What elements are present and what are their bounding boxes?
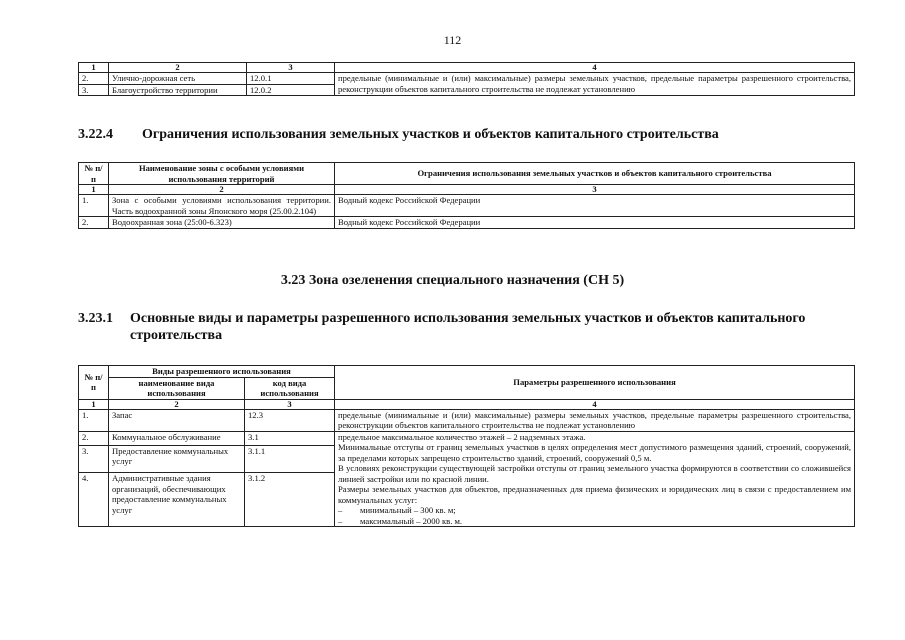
header-zone-name: Наименование зоны с особыми условиями использования территорий [109,163,335,185]
table-row [79,431,855,445]
section-number: 3.22.4 [78,127,113,142]
use-type-code: 12.0.2 [247,84,335,96]
use-type-name: Административные здания организаций, обеспечивающих предоставление коммунальных услуг [109,473,245,527]
use-type-code: 12.0.1 [247,73,335,85]
restrictions-table [78,162,855,229]
row-number: 3. [79,445,109,472]
column-number-row [79,399,855,409]
list-dash: – [338,505,343,515]
param-plot-sizes: Размеры земельных участков для объектов, предназначенных для приема физических и юридических лиц в связи с предоставлением им коммунальных услуг: [338,484,852,505]
use-type-name: Улично-дорожная сеть [109,73,247,85]
col-num: 1 [79,185,109,195]
row-number: 2. [79,431,109,445]
use-type-code: 12.3 [245,409,335,431]
zone-name: Водоохранная зона (25:00-6.323) [109,217,335,229]
col-num: 2 [109,399,245,409]
row-number: 3. [79,84,109,96]
list-item-text: минимальный – 300 кв. м; [360,505,456,515]
zone-name: Зона с особыми условиями использования территории. Часть водоохранной зоны Японского моря (25.00.2.104) [109,195,335,217]
header-row [79,366,855,378]
col-num: 3 [335,185,855,195]
col-num: 2 [109,63,247,73]
section-title: Основные виды и параметры разрешенного использования земельных участков и объектов капитального строительства [130,311,806,343]
param-reconstruction: В условиях реконструкции существующей застройки отступы от границ земельного участка формируются в соответствии со сложившейся линией застройки или по красной линии. [338,463,852,484]
use-type-name: Благоустройство территории [109,84,247,96]
zone-title: 3.23 Зона озеленения специального назначения (СН 5) [280,273,625,288]
header-use-types: Виды разрешенного использования [109,366,335,378]
col-num: 4 [335,399,855,409]
list-dash: – [338,515,343,526]
list-item-text: максимальный – 2000 кв. м. [360,515,463,526]
header-restrictions: Ограничения использования земельных участков и объектов капитального строительства [335,163,855,185]
param-floors: предельное максимальное количество этажей – 2 надземных этажа. [338,431,586,442]
col-num: 3 [245,399,335,409]
column-number-row [79,63,855,73]
use-parameters: предельные (минимальные и (или) максимальные) размеры земельных участков, предельные параметры разрешенного строительства, реконструкции объектов капитального строительства не подлежат установлению [335,409,855,431]
section-number: 3.23.1 [78,311,113,326]
col-num: 2 [109,185,335,195]
restriction: Водный кодекс Российской Федерации [335,195,855,217]
use-type-code: 3.1.1 [245,445,335,472]
use-type-name: Коммунальное обслуживание [109,431,245,445]
header-row [79,163,855,185]
list-item [338,505,851,516]
table-row [79,195,855,217]
column-number-row [79,185,855,195]
table-row [79,217,855,229]
permitted-use-table [78,365,855,527]
header-type-code: код вида использования [245,377,335,399]
col-num: 4 [335,63,855,73]
use-type-name: Предоставление коммунальных услуг [109,445,245,472]
use-type-code: 3.1 [245,431,335,445]
permitted-use-table-continued [78,62,855,96]
header-no: № п/п [79,366,109,400]
table-row [79,409,855,431]
page-number: 112 [443,33,462,47]
row-number: 2. [79,217,109,229]
param-setbacks: Минимальные отступы от границ земельных участков в целях определения мест допустимого размещения зданий, строений, сооружений, за пределами которых запрещено строительство зданий, строений, сооружений 0,5 м. [338,442,852,463]
col-num: 1 [79,399,109,409]
section-title: Ограничения использования земельных участков и объектов капитального строительства [142,127,719,142]
use-type-code: 3.1.2 [245,473,335,527]
use-parameters: предельные (минимальные и (или) максимальные) размеры земельных участков, предельные параметры разрешенного строительства, реконструкции объектов капитального строительства не подлежат установлению [335,73,855,96]
list-item [338,516,851,527]
use-parameters-shared [335,431,855,527]
row-number: 1. [79,195,109,217]
header-parameters: Параметры разрешенного использования [335,366,855,400]
section-heading-3-22-4 [78,126,858,143]
use-type-name: Запас [109,409,245,431]
col-num: 3 [247,63,335,73]
table-row [79,73,855,85]
header-type-name: наименование вида использования [109,377,245,399]
row-number: 4. [79,473,109,527]
row-number: 2. [79,73,109,85]
header-no: № п/п [79,163,109,185]
restriction: Водный кодекс Российской Федерации [335,217,855,229]
section-heading-3-23-1 [78,310,868,344]
row-number: 1. [79,409,109,431]
col-num: 1 [79,63,109,73]
